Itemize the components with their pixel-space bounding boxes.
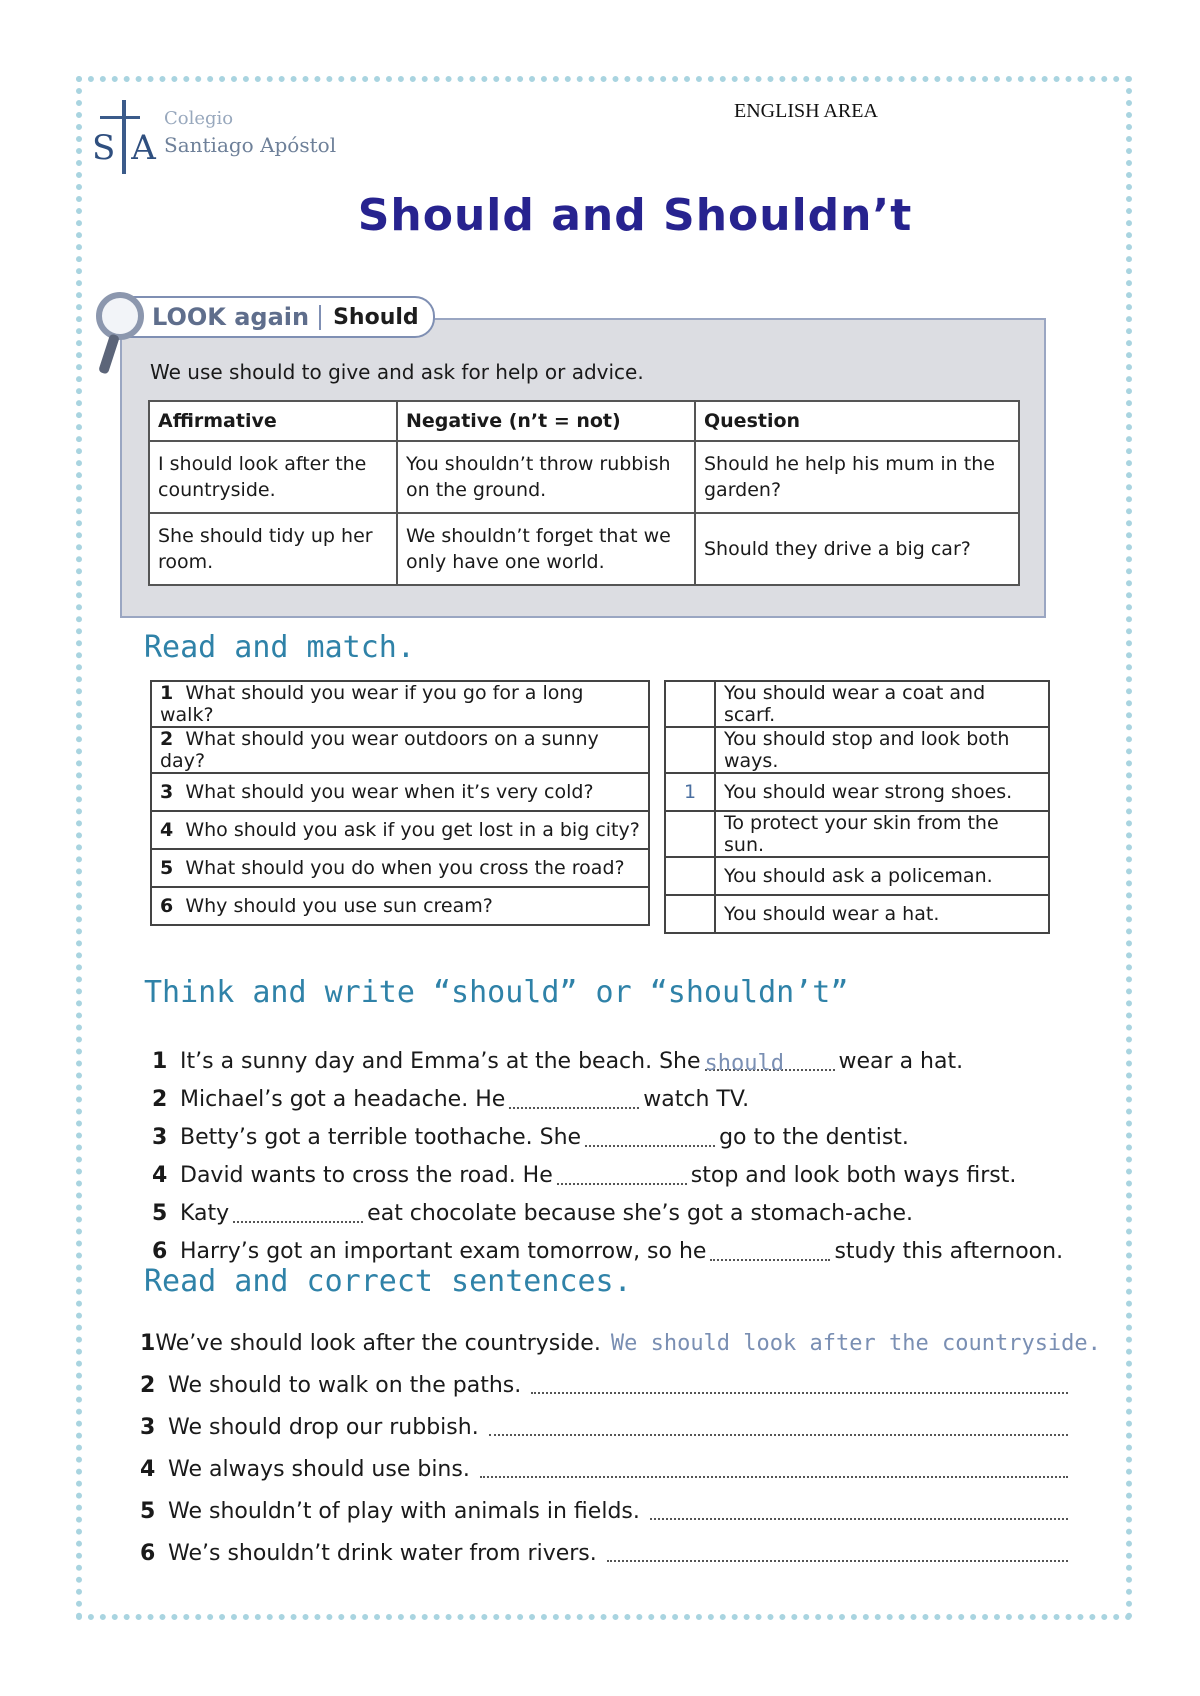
school-name-line1: Colegio <box>164 108 234 129</box>
table-row <box>149 441 1019 513</box>
list-item: 3 We should drop our rubbish. <box>140 1406 1068 1448</box>
blank-input[interactable] <box>585 1127 715 1147</box>
think-write-list <box>152 1042 1072 1270</box>
table-row <box>665 773 1049 811</box>
answer-item: You should wear a coat and scarf. <box>715 681 1049 727</box>
table-row <box>149 513 1019 585</box>
table-cell: Should they drive a big car? <box>695 513 1019 585</box>
answer-item: You should stop and look both ways. <box>715 727 1049 773</box>
column-header: Negative (n’t = not) <box>397 401 695 441</box>
think-write-heading: Think and write “should” or “shouldn’t” <box>144 975 849 1010</box>
subject-area: ENGLISH AREA <box>734 100 878 122</box>
match-input[interactable] <box>665 681 715 727</box>
logo-letters: SA <box>92 128 172 168</box>
correct-sentences-list <box>140 1322 1101 1574</box>
table-row <box>151 887 649 925</box>
blank-input[interactable] <box>710 1241 830 1261</box>
blank-input[interactable] <box>233 1203 363 1223</box>
look-again-label: LOOK again <box>152 303 310 331</box>
correct-heading: Read and correct sentences. <box>144 1264 632 1299</box>
table-row <box>665 857 1049 895</box>
blank-input[interactable]: should <box>705 1051 835 1071</box>
question-item: 5 What should you do when you cross the road? <box>151 849 649 887</box>
question-item: 2 What should you wear outdoors on a sunny day? <box>151 727 649 773</box>
list-item: 5 Katy eat chocolate because she’s got a stomach-ache. <box>152 1200 914 1226</box>
answer-item: You should wear a hat. <box>715 895 1049 933</box>
school-name-line2: Santiago Apóstol <box>164 133 337 157</box>
answer-item: You should wear strong shoes. <box>715 773 1049 811</box>
match-input[interactable]: 1 <box>665 773 715 811</box>
list-item: 5 We shouldn’t of play with animals in fields. <box>140 1490 1068 1532</box>
table-row <box>665 811 1049 857</box>
table-row <box>151 681 649 727</box>
list-item: 3 Betty’s got a terrible toothache. She go to the dentist. <box>152 1124 909 1150</box>
question-item: 3 What should you wear when it’s very cold? <box>151 773 649 811</box>
answer-item: To protect your skin from the sun. <box>715 811 1049 857</box>
table-row <box>665 895 1049 933</box>
cross-icon <box>92 98 172 176</box>
list-item: 1 It’s a sunny day and Emma’s at the beach. She should wear a hat. <box>152 1048 964 1076</box>
blank-input[interactable] <box>509 1089 639 1109</box>
list-item: 2 We should to walk on the paths. <box>140 1364 1068 1406</box>
answer-line[interactable]: We should look after the countryside. <box>610 1330 1101 1356</box>
match-answers-table <box>664 680 1050 934</box>
blank-input[interactable] <box>557 1165 687 1185</box>
answer-line[interactable] <box>650 1502 1068 1520</box>
question-item: 6 Why should you use sun cream? <box>151 887 649 925</box>
page-title: Should and Shouldn’t <box>357 190 913 241</box>
table-row <box>151 811 649 849</box>
table-cell: You shouldn’t throw rubbish on the ground. <box>397 441 695 513</box>
match-input[interactable] <box>665 727 715 773</box>
answer-line[interactable] <box>480 1460 1068 1478</box>
read-match-heading: Read and match. <box>144 630 415 665</box>
list-item: 2 Michael’s got a headache. He watch TV. <box>152 1086 750 1112</box>
match-input[interactable] <box>665 857 715 895</box>
list-item: 1 We’ve should look after the countryside. We should look after the countryside. <box>140 1330 1101 1356</box>
list-item: 6 Harry’s got an important exam tomorrow, so he study this afternoon. <box>152 1238 1064 1264</box>
table-cell: She should tidy up her room. <box>149 513 397 585</box>
table-row <box>665 727 1049 773</box>
column-header: Affirmative <box>149 401 397 441</box>
table-row <box>151 773 649 811</box>
table-row <box>665 681 1049 727</box>
list-item: 4 David wants to cross the road. He stop and look both ways first. <box>152 1162 1017 1188</box>
look-again-tab <box>102 296 435 338</box>
magnifier-icon <box>96 292 144 340</box>
table-cell: Should he help his mum in the garden? <box>695 441 1019 513</box>
table-cell: We shouldn’t forget that we only have one world. <box>397 513 695 585</box>
list-item: 4 We always should use bins. <box>140 1448 1068 1490</box>
question-item: 4 Who should you ask if you get lost in a big city? <box>151 811 649 849</box>
list-item: 6 We’s shouldn’t drink water from rivers. <box>140 1532 1068 1574</box>
match-questions-table <box>150 680 650 926</box>
grammar-table <box>148 400 1020 586</box>
table-cell: I should look after the countryside. <box>149 441 397 513</box>
question-item: 1 What should you wear if you go for a long walk? <box>151 681 649 727</box>
school-logo <box>92 98 362 176</box>
answer-line[interactable] <box>489 1418 1068 1436</box>
look-again-topic: Should <box>319 305 419 330</box>
answer-item: You should ask a policeman. <box>715 857 1049 895</box>
answer-line[interactable] <box>531 1376 1068 1394</box>
match-input[interactable] <box>665 895 715 933</box>
column-header: Question <box>695 401 1019 441</box>
table-row <box>151 849 649 887</box>
match-input[interactable] <box>665 811 715 857</box>
table-row <box>151 727 649 773</box>
answer-line[interactable] <box>607 1544 1068 1562</box>
look-again-intro: We use should to give and ask for help or advice. <box>150 360 644 384</box>
